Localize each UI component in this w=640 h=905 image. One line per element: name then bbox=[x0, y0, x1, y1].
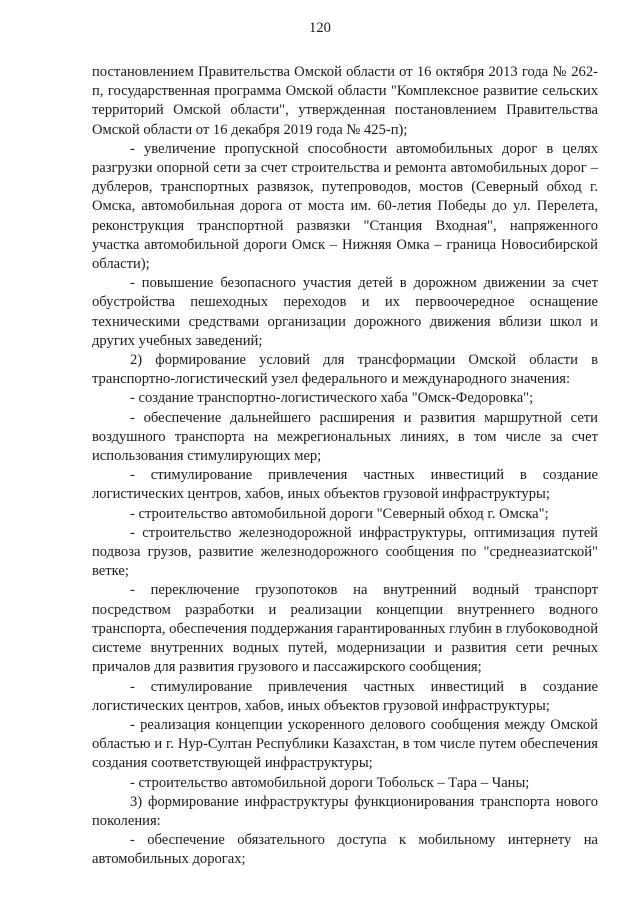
paragraph-continuation: постановлением Правительства Омской области от 16 октября 2013 года № 262-п, государственная программа Омской области "Комплексное развитие сельских территорий Омской области", утвержденная постановлением Правительства Омской области от 16 декабря 2019 года № 425-п); bbox=[92, 64, 598, 138]
list-item-tobolsk-road: - строительство автомобильной дороги Тобольск – Тара – Чаны; bbox=[130, 774, 530, 791]
list-item-omsk-fedorovka-hub: - создание транспортно-логистического хаба "Омск-Федоровка"; bbox=[130, 390, 534, 407]
list-item-northern-bypass: - строительство автомобильной дороги "Северный обход г. Омска"; bbox=[130, 505, 549, 522]
list-item-railway-infrastructure: - строительство железнодорожной инфраструктуры, оптимизация путей подвоза грузов, развитие железнодорожного сообщения по "среднеазиатской" ветке; bbox=[92, 524, 598, 580]
list-item-child-safety: - повышение безопасного участия детей в дорожном движении за счет обустройства пешеходных переходов и их первоочередное оснащение техническими средствами организации дорожного движения вблизи школ и других учебных заведений; bbox=[92, 275, 598, 349]
list-item-mobile-internet: - обеспечение обязательного доступа к мобильному интернету на автомобильных дорогах; bbox=[92, 832, 598, 868]
section-heading-logistics-hub: 2) формирование условий для трансформации Омской области в транспортно-логистический узел федерального и международного значения: bbox=[92, 352, 598, 388]
list-item-air-routes: - обеспечение дальнейшего расширения и развития маршрутной сети воздушного транспорта на межрегиональных линиях, в том числе за счет использования стимулирующих мер; bbox=[92, 409, 598, 465]
list-item-water-transport: - переключение грузопотоков на внутренний водный транспорт посредством разработки и реализации концепции внутреннего водного транспорта, обеспечения поддержания гарантированных глубин в глубоководной системе внутренних водных путей, модернизации и развития сети речных причалов для развития грузового и пассажирского сообщения; bbox=[92, 582, 598, 676]
page-number: 120 bbox=[309, 20, 331, 36]
body-text bbox=[92, 63, 598, 870]
list-item-private-investment: - стимулирование привлечения частных инвестиций в создание логистических центров, хабов, иных объектов грузовой инфраструктуры; bbox=[92, 467, 598, 503]
section-heading-new-transport: 3) формирование инфраструктуры функционирования транспорта нового поколения: bbox=[92, 793, 598, 829]
list-item-nur-sultan-connection: - реализация концепции ускоренного делового сообщения между Омской областью и г. Нур-Султан Республики Казахстан, в том числе путем обеспечения создания соответствующей инфраструктуры; bbox=[92, 716, 598, 772]
list-item-road-capacity: - увеличение пропускной способности автомобильных дорог в целях разгрузки опорной сети за счет строительства и ремонта автомобильных дорог – дублеров, транспортных развязок, путепроводов, мостов (Северный обход г. Омска, автомобильная дорога от моста им. 60-летия Победы до ул. Перелета, реконструкция транспортной развязки "Станция Входная", напряженного участка автомобильной дороги Омск – Нижняя Омка – граница Новосибирской области); bbox=[92, 140, 598, 273]
list-item-private-investment-repeat: - стимулирование привлечения частных инвестиций в создание логистических центров, хабов, иных объектов грузовой инфраструктуры; bbox=[92, 678, 598, 714]
